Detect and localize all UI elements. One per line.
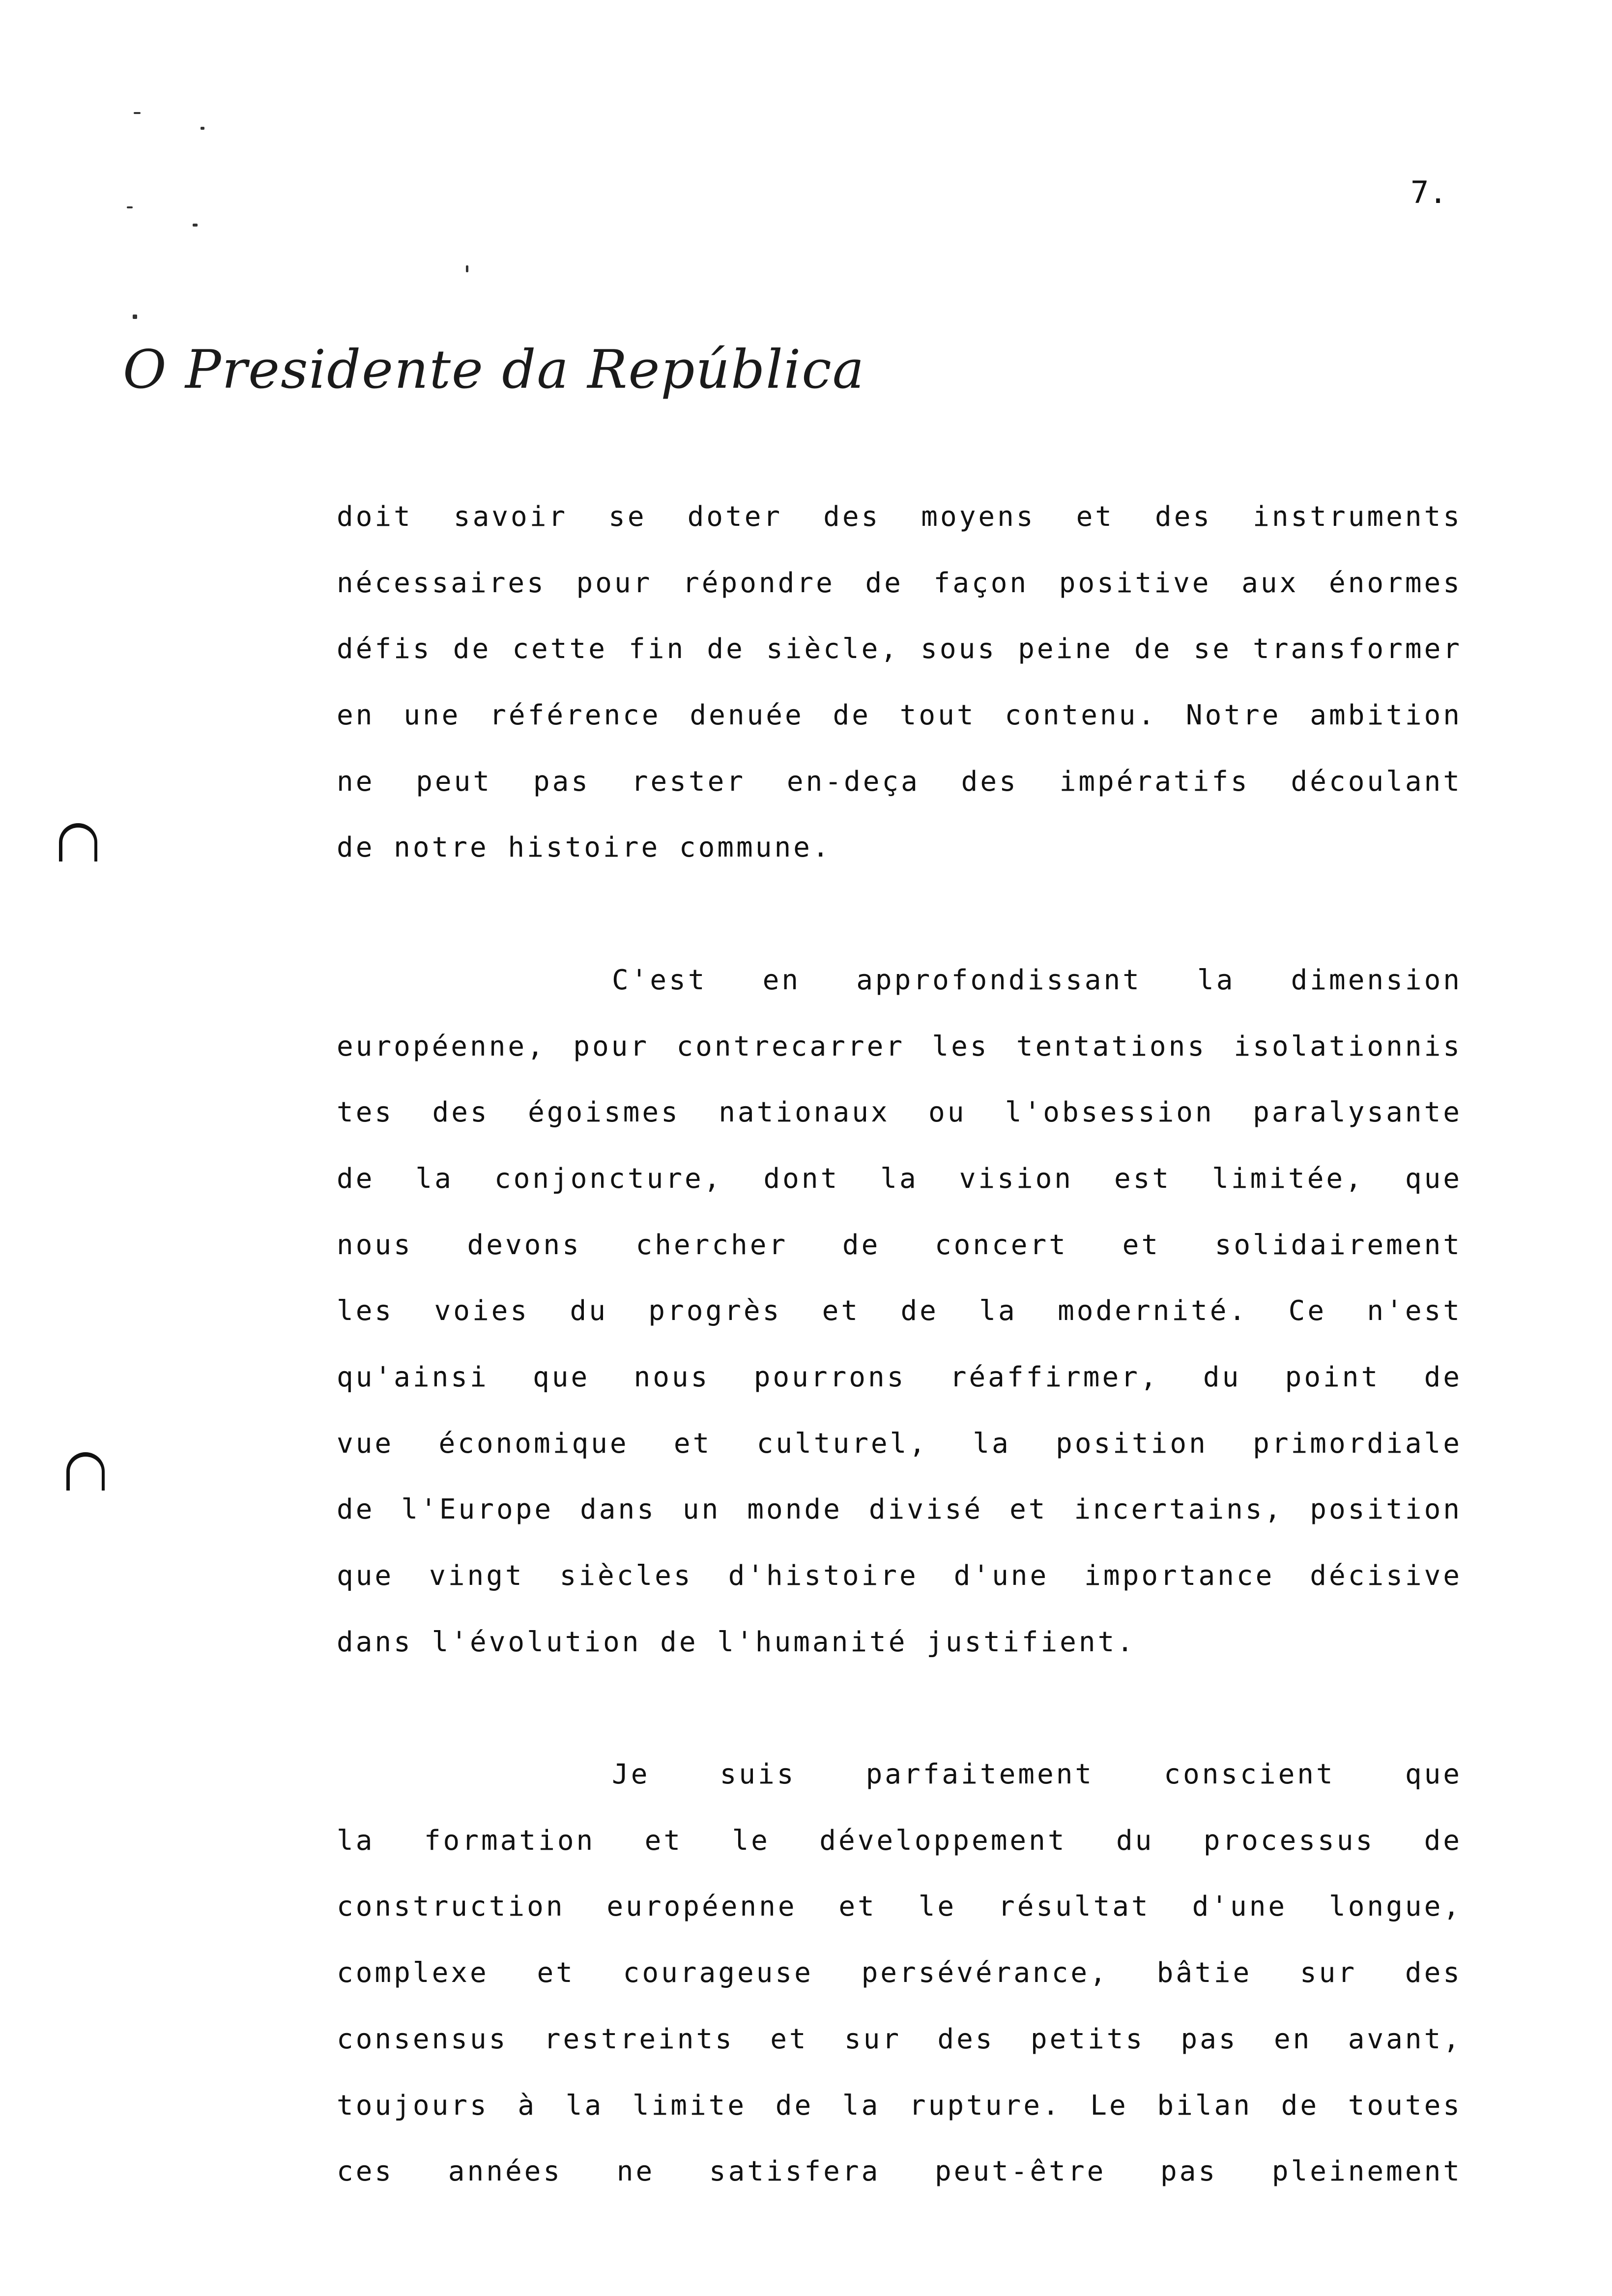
text-line: la formation et le développement du processus de (337, 1824, 1462, 1857)
speck (127, 206, 133, 208)
text-line: les voies du progrès et de la modernité. Ce n'est (337, 1295, 1462, 1327)
text-line: en une référence denuée de tout contenu. Notre ambition (337, 699, 1462, 732)
text-line: complexe et courageuse persévérance, bâtie sur des (337, 1957, 1462, 1989)
text-line: qu'ainsi que nous pourrons réaffirmer, du point de (337, 1361, 1462, 1393)
text-line: doit savoir se doter des moyens et des instruments (337, 501, 1462, 533)
text-line: ne peut pas rester en-deça des impératifs découlant (337, 765, 1462, 798)
paragraph (337, 1742, 1462, 2205)
text-line: de la conjoncture, dont la vision est limitée, que (337, 1162, 1462, 1195)
text-line: européenne, pour contrecarrer les tentations isolationnis (337, 1030, 1462, 1062)
text-line: nous devons chercher de concert et solidairement (337, 1229, 1462, 1261)
page-number: 7. (1410, 174, 1447, 210)
paragraph (337, 484, 1462, 881)
speck (193, 224, 198, 227)
text-line: ces années ne satisfera peut-être pas pleinement (337, 2155, 1462, 2188)
text-line: construction européenne et le résultat d'une longue, (337, 1891, 1462, 1923)
text-line: défis de cette fin de siècle, sous peine de se transformer (337, 633, 1462, 665)
speck (133, 315, 137, 319)
text-line: tes des égoismes nationaux ou l'obsession paralysante (337, 1096, 1462, 1129)
body-text (337, 484, 1462, 2205)
margin-mark (66, 1452, 105, 1491)
margin-mark (59, 823, 97, 861)
text-line: consensus restreints et sur des petits pas en avant, (337, 2023, 1462, 2055)
text-line: nécessaires pour répondre de façon positive aux énormes (337, 567, 1462, 599)
speck (134, 112, 141, 114)
paragraph (337, 947, 1462, 1676)
paragraph-gap (337, 881, 1462, 947)
text-line: Je suis parfaitement conscient que (612, 1758, 1462, 1791)
text-line: que vingt siècles d'histoire d'une importance décisive (337, 1560, 1462, 1592)
speck (466, 265, 468, 272)
paragraph-gap (337, 1675, 1462, 1742)
text-line: C'est en approfondissant la dimension (612, 964, 1462, 996)
text-line: dans l'évolution de l'humanité justifient. (337, 1626, 1136, 1658)
speck (201, 127, 204, 130)
text-line: toujours à la limite de la rupture. Le bilan de toutes (337, 2089, 1462, 2122)
text-line: vue économique et culturel, la position primordiale (337, 1427, 1462, 1460)
text-line: de notre histoire commune. (337, 832, 832, 864)
text-line: de l'Europe dans un monde divisé et incertains, position (337, 1493, 1462, 1526)
letterhead-title: O Presidente da República (123, 339, 865, 401)
